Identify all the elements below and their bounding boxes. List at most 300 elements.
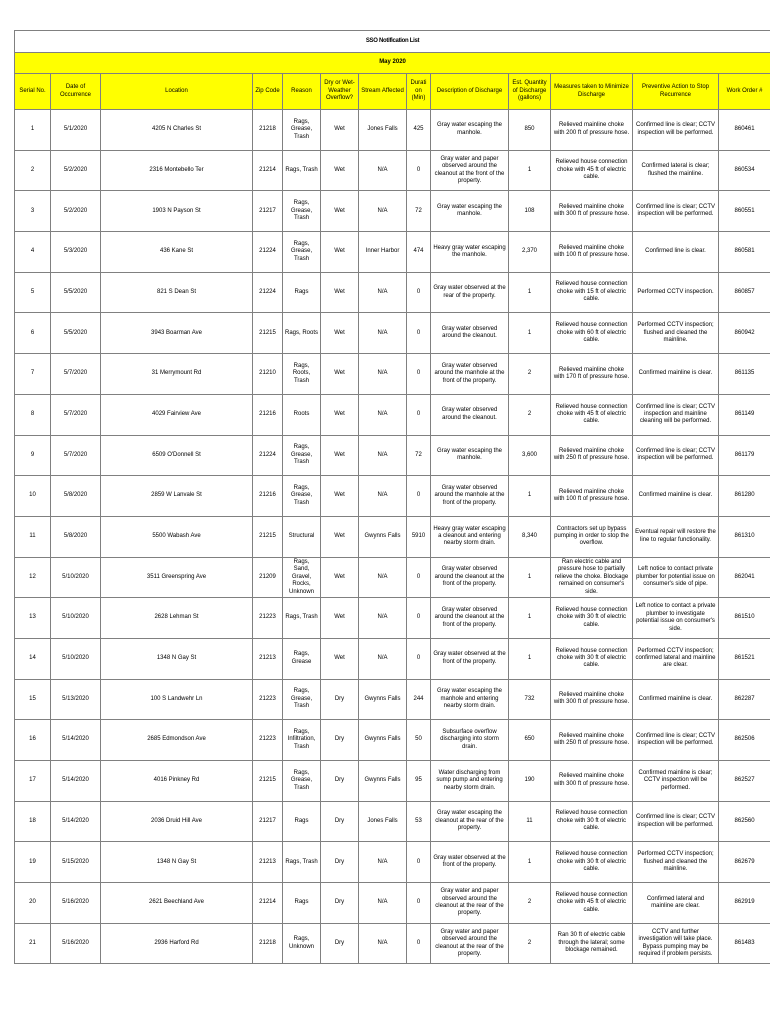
- cell-stream: N/A: [359, 435, 407, 476]
- cell-zip: 21215: [253, 516, 283, 557]
- cell-dry-wet: Wet: [321, 638, 359, 679]
- cell-duration: 244: [407, 679, 431, 720]
- table-row: [15, 842, 770, 883]
- cell-measures: Relieved mainline choke with 300 ft of pressure hose.: [551, 191, 633, 232]
- cell-quantity: 1: [509, 476, 551, 517]
- table-body: [15, 110, 770, 964]
- cell-location: 1348 N Gay St: [101, 842, 253, 883]
- cell-location: 31 Merrymount Rd: [101, 354, 253, 395]
- cell-zip: 21215: [253, 313, 283, 354]
- table-row: [15, 313, 770, 354]
- cell-stream: N/A: [359, 598, 407, 639]
- cell-preventive: Confirmed line is clear; CCTV inspection and mainline cleaning will be performed.: [633, 394, 719, 435]
- cell-stream: N/A: [359, 883, 407, 924]
- cell-work-order: 860942: [719, 313, 770, 354]
- cell-reason: Rags, Roots: [283, 313, 321, 354]
- cell-reason: Rags: [283, 883, 321, 924]
- cell-measures: Relieved mainline choke with 100 ft of pressure hose.: [551, 476, 633, 517]
- cell-date: 5/14/2020: [51, 801, 101, 842]
- cell-reason: Rags, Trash: [283, 598, 321, 639]
- cell-reason: Rags, Roots, Trash: [283, 354, 321, 395]
- cell-serial: 21: [15, 923, 51, 964]
- cell-reason: Rags: [283, 272, 321, 313]
- cell-quantity: 732: [509, 679, 551, 720]
- table-row: [15, 110, 770, 151]
- cell-duration: 0: [407, 354, 431, 395]
- cell-date: 5/8/2020: [51, 516, 101, 557]
- cell-measures: Ran electric cable and pressure hose to partially relieve the choke. Blockage remained on consumer's side.: [551, 557, 633, 598]
- cell-description: Gray water observed at the front of the property.: [431, 842, 509, 883]
- cell-measures: Relieved mainline choke with 300 ft of pressure hose.: [551, 761, 633, 802]
- table-row: [15, 801, 770, 842]
- cell-work-order: 861483: [719, 923, 770, 964]
- cell-serial: 18: [15, 801, 51, 842]
- table-row: [15, 354, 770, 395]
- header-preventive: Preventive Action to Stop Recurrence: [633, 74, 719, 110]
- cell-serial: 2: [15, 150, 51, 191]
- cell-measures: Relieved house connection choke with 15 ft of electric cable.: [551, 272, 633, 313]
- cell-zip: 21216: [253, 476, 283, 517]
- cell-serial: 20: [15, 883, 51, 924]
- cell-measures: Relieved house connection choke with 30 ft of electric cable.: [551, 842, 633, 883]
- cell-duration: 0: [407, 313, 431, 354]
- cell-stream: Gwynns Falls: [359, 720, 407, 761]
- cell-measures: Relieved mainline choke with 100 ft of pressure hose.: [551, 232, 633, 273]
- header-quantity: Est. Quantity of Discharge (gallons): [509, 74, 551, 110]
- cell-location: 1348 N Gay St: [101, 638, 253, 679]
- cell-date: 5/7/2020: [51, 394, 101, 435]
- cell-preventive: Confirmed line is clear; CCTV inspection will be performed.: [633, 720, 719, 761]
- cell-description: Gray water observed around the cleanout at the front of the property.: [431, 598, 509, 639]
- header-location: Location: [101, 74, 253, 110]
- cell-preventive: Confirmed mainline is clear.: [633, 476, 719, 517]
- cell-location: 6509 O'Donnell St: [101, 435, 253, 476]
- cell-date: 5/10/2020: [51, 598, 101, 639]
- cell-date: 5/8/2020: [51, 476, 101, 517]
- cell-description: Heavy gray water escaping the manhole.: [431, 232, 509, 273]
- cell-date: 5/10/2020: [51, 638, 101, 679]
- cell-serial: 16: [15, 720, 51, 761]
- cell-dry-wet: Wet: [321, 313, 359, 354]
- header-date: Date of Occurrence: [51, 74, 101, 110]
- cell-zip: 21224: [253, 232, 283, 273]
- cell-serial: 13: [15, 598, 51, 639]
- cell-zip: 21223: [253, 720, 283, 761]
- cell-duration: 72: [407, 435, 431, 476]
- cell-reason: Rags, Grease, Trash: [283, 435, 321, 476]
- cell-measures: Relieved house connection choke with 45 ft of electric cable.: [551, 394, 633, 435]
- cell-dry-wet: Dry: [321, 679, 359, 720]
- sso-sheet: [14, 30, 770, 964]
- cell-measures: Ran 30 ft of electric cable through the lateral; some blockage remained.: [551, 923, 633, 964]
- cell-quantity: 108: [509, 191, 551, 232]
- cell-stream: N/A: [359, 476, 407, 517]
- cell-measures: Contractors set up bypass pumping in order to stop the overflow.: [551, 516, 633, 557]
- cell-quantity: 2: [509, 394, 551, 435]
- cell-serial: 3: [15, 191, 51, 232]
- cell-dry-wet: Dry: [321, 720, 359, 761]
- cell-description: Gray water and paper observed around the cleanout at the rear of the property.: [431, 923, 509, 964]
- cell-preventive: Left notice to contact private plumber for potential issue on consumer's side of pipe.: [633, 557, 719, 598]
- cell-zip: 21215: [253, 761, 283, 802]
- cell-reason: Rags: [283, 801, 321, 842]
- cell-dry-wet: Dry: [321, 761, 359, 802]
- cell-duration: 0: [407, 598, 431, 639]
- cell-stream: N/A: [359, 557, 407, 598]
- cell-serial: 19: [15, 842, 51, 883]
- cell-work-order: 860551: [719, 191, 770, 232]
- cell-work-order: 861521: [719, 638, 770, 679]
- cell-date: 5/5/2020: [51, 313, 101, 354]
- cell-description: Gray water observed around the cleanout.: [431, 313, 509, 354]
- cell-work-order: 862679: [719, 842, 770, 883]
- cell-reason: Rags, Grease, Trash: [283, 679, 321, 720]
- table-row: [15, 720, 770, 761]
- cell-preventive: Confirmed line is clear; CCTV inspection will be performed.: [633, 110, 719, 151]
- cell-work-order: 860534: [719, 150, 770, 191]
- cell-preventive: Confirmed line is clear; CCTV inspection will be performed.: [633, 435, 719, 476]
- cell-duration: 425: [407, 110, 431, 151]
- cell-dry-wet: Dry: [321, 801, 359, 842]
- cell-date: 5/2/2020: [51, 191, 101, 232]
- cell-preventive: Performed CCTV inspection; flushed and cleaned the mainline.: [633, 842, 719, 883]
- cell-measures: Relieved house connection choke with 60 ft of electric cable.: [551, 313, 633, 354]
- cell-dry-wet: Wet: [321, 516, 359, 557]
- cell-work-order: 860857: [719, 272, 770, 313]
- cell-location: 2685 Edmondson Ave: [101, 720, 253, 761]
- cell-reason: Rags, Grease, Trash: [283, 476, 321, 517]
- cell-stream: N/A: [359, 272, 407, 313]
- cell-duration: 72: [407, 191, 431, 232]
- header-stream: Stream Affected: [359, 74, 407, 110]
- cell-quantity: 2: [509, 923, 551, 964]
- cell-stream: N/A: [359, 354, 407, 395]
- cell-dry-wet: Dry: [321, 923, 359, 964]
- cell-date: 5/7/2020: [51, 354, 101, 395]
- cell-work-order: 862287: [719, 679, 770, 720]
- cell-measures: Relieved mainline choke with 170 ft of pressure hose.: [551, 354, 633, 395]
- cell-serial: 14: [15, 638, 51, 679]
- cell-work-order: 861310: [719, 516, 770, 557]
- cell-serial: 4: [15, 232, 51, 273]
- cell-quantity: 11: [509, 801, 551, 842]
- cell-stream: N/A: [359, 923, 407, 964]
- cell-location: 3943 Boarman Ave: [101, 313, 253, 354]
- cell-work-order: 860461: [719, 110, 770, 151]
- cell-location: 436 Kane St: [101, 232, 253, 273]
- cell-preventive: Confirmed mainline is clear.: [633, 679, 719, 720]
- cell-quantity: 1: [509, 150, 551, 191]
- cell-quantity: 1: [509, 313, 551, 354]
- cell-location: 2859 W Lanvale St: [101, 476, 253, 517]
- cell-date: 5/14/2020: [51, 720, 101, 761]
- cell-description: Gray water observed at the rear of the property.: [431, 272, 509, 313]
- cell-serial: 7: [15, 354, 51, 395]
- cell-zip: 21213: [253, 638, 283, 679]
- cell-description: Gray water observed around the cleanout at the front of the property.: [431, 557, 509, 598]
- cell-stream: N/A: [359, 394, 407, 435]
- cell-location: 4205 N Charles St: [101, 110, 253, 151]
- cell-description: Gray water escaping the manhole.: [431, 110, 509, 151]
- cell-location: 2316 Montebello Ter: [101, 150, 253, 191]
- cell-measures: Relieved house connection choke with 30 ft of electric cable.: [551, 801, 633, 842]
- header-measures: Measures taken to Minimize Discharge: [551, 74, 633, 110]
- cell-date: 5/15/2020: [51, 842, 101, 883]
- cell-description: Subsurface overflow discharging into storm drain.: [431, 720, 509, 761]
- cell-quantity: 1: [509, 638, 551, 679]
- cell-duration: 0: [407, 394, 431, 435]
- cell-preventive: Confirmed mainline is clear; CCTV inspection will be performed.: [633, 761, 719, 802]
- header-dry-wet: Dry or Wet-Weather Overflow?: [321, 74, 359, 110]
- header-description: Description of Discharge: [431, 74, 509, 110]
- cell-date: 5/13/2020: [51, 679, 101, 720]
- cell-duration: 50: [407, 720, 431, 761]
- cell-stream: Gwynns Falls: [359, 516, 407, 557]
- table-row: [15, 679, 770, 720]
- month-banner: May 2020: [15, 53, 770, 74]
- cell-stream: Jones Falls: [359, 801, 407, 842]
- cell-location: 821 S Dean St: [101, 272, 253, 313]
- cell-measures: Relieved house connection choke with 30 ft of electric cable.: [551, 638, 633, 679]
- cell-date: 5/1/2020: [51, 110, 101, 151]
- table-row: [15, 150, 770, 191]
- cell-duration: 474: [407, 232, 431, 273]
- cell-description: Gray water observed around the manhole at the front of the property.: [431, 354, 509, 395]
- cell-dry-wet: Wet: [321, 394, 359, 435]
- cell-measures: Relieved mainline choke with 250 ft of pressure hose.: [551, 720, 633, 761]
- cell-duration: 0: [407, 272, 431, 313]
- cell-dry-wet: Dry: [321, 842, 359, 883]
- cell-stream: N/A: [359, 313, 407, 354]
- cell-zip: 21218: [253, 923, 283, 964]
- cell-serial: 10: [15, 476, 51, 517]
- cell-work-order: 862041: [719, 557, 770, 598]
- cell-serial: 1: [15, 110, 51, 151]
- cell-zip: 21214: [253, 150, 283, 191]
- cell-date: 5/16/2020: [51, 923, 101, 964]
- cell-zip: 21216: [253, 394, 283, 435]
- cell-measures: Relieved mainline choke with 300 ft of pressure hose.: [551, 679, 633, 720]
- cell-preventive: Performed CCTV inspection.: [633, 272, 719, 313]
- cell-zip: 21218: [253, 110, 283, 151]
- cell-stream: Gwynns Falls: [359, 679, 407, 720]
- table-row: [15, 883, 770, 924]
- cell-preventive: Confirmed line is clear; CCTV inspection will be performed.: [633, 801, 719, 842]
- cell-zip: 21217: [253, 801, 283, 842]
- cell-serial: 8: [15, 394, 51, 435]
- cell-duration: 95: [407, 761, 431, 802]
- cell-serial: 11: [15, 516, 51, 557]
- cell-quantity: 190: [509, 761, 551, 802]
- cell-description: Gray water observed at the front of the property.: [431, 638, 509, 679]
- cell-reason: Rags, Grease, Trash: [283, 761, 321, 802]
- cell-description: Gray water observed around the cleanout.: [431, 394, 509, 435]
- cell-quantity: 2: [509, 883, 551, 924]
- cell-reason: Rags, Infiltration, Trash: [283, 720, 321, 761]
- cell-duration: 0: [407, 883, 431, 924]
- table-row: [15, 638, 770, 679]
- page-title: SSO Notification List: [15, 31, 770, 53]
- cell-location: 1903 N Payson St: [101, 191, 253, 232]
- cell-preventive: Confirmed line is clear.: [633, 232, 719, 273]
- table-row: [15, 761, 770, 802]
- cell-reason: Rags, Grease: [283, 638, 321, 679]
- cell-quantity: 1: [509, 842, 551, 883]
- cell-duration: 0: [407, 476, 431, 517]
- cell-measures: Relieved house connection choke with 45 ft of electric cable.: [551, 150, 633, 191]
- cell-dry-wet: Dry: [321, 883, 359, 924]
- cell-description: Water discharging from sump pump and entering nearby storm drain.: [431, 761, 509, 802]
- cell-location: 4016 Pinkney Rd: [101, 761, 253, 802]
- cell-date: 5/10/2020: [51, 557, 101, 598]
- table-row: [15, 598, 770, 639]
- cell-date: 5/2/2020: [51, 150, 101, 191]
- cell-location: 2628 Lehman St: [101, 598, 253, 639]
- cell-quantity: 650: [509, 720, 551, 761]
- cell-work-order: 862527: [719, 761, 770, 802]
- cell-dry-wet: Wet: [321, 557, 359, 598]
- table-row: [15, 923, 770, 964]
- cell-location: 4029 Fairview Ave: [101, 394, 253, 435]
- cell-dry-wet: Wet: [321, 232, 359, 273]
- cell-stream: Inner Harbor: [359, 232, 407, 273]
- cell-description: Gray water escaping the manhole.: [431, 435, 509, 476]
- cell-date: 5/16/2020: [51, 883, 101, 924]
- cell-dry-wet: Wet: [321, 150, 359, 191]
- cell-description: Gray water and paper observed around the cleanout at the rear of the property.: [431, 883, 509, 924]
- cell-reason: Rags, Trash: [283, 150, 321, 191]
- table-row: [15, 435, 770, 476]
- cell-duration: 0: [407, 150, 431, 191]
- cell-reason: Rags, Sand, Gravel, Rocks, Unknown: [283, 557, 321, 598]
- cell-quantity: 3,600: [509, 435, 551, 476]
- cell-date: 5/14/2020: [51, 761, 101, 802]
- cell-work-order: 862560: [719, 801, 770, 842]
- cell-quantity: 1: [509, 598, 551, 639]
- cell-reason: Rags, Unknown: [283, 923, 321, 964]
- cell-location: 2036 Druid Hill Ave: [101, 801, 253, 842]
- cell-dry-wet: Wet: [321, 476, 359, 517]
- cell-duration: 0: [407, 923, 431, 964]
- cell-work-order: 861135: [719, 354, 770, 395]
- cell-description: Gray water escaping the manhole.: [431, 191, 509, 232]
- table-row: [15, 394, 770, 435]
- cell-stream: N/A: [359, 191, 407, 232]
- cell-duration: 53: [407, 801, 431, 842]
- cell-reason: Rags, Grease, Trash: [283, 232, 321, 273]
- cell-zip: 21224: [253, 272, 283, 313]
- cell-location: 5500 Wabash Ave: [101, 516, 253, 557]
- header-reason: Reason: [283, 74, 321, 110]
- cell-work-order: 861149: [719, 394, 770, 435]
- cell-work-order: 861280: [719, 476, 770, 517]
- sso-table: [14, 30, 770, 964]
- cell-description: Gray water escaping the cleanout at the rear of the property.: [431, 801, 509, 842]
- header-duration: Duration (Min): [407, 74, 431, 110]
- cell-location: 2936 Harford Rd: [101, 923, 253, 964]
- cell-quantity: 2: [509, 354, 551, 395]
- header-zip: Zip Code: [253, 74, 283, 110]
- cell-zip: 21210: [253, 354, 283, 395]
- cell-location: 100 S Landwehr Ln: [101, 679, 253, 720]
- cell-date: 5/5/2020: [51, 272, 101, 313]
- cell-dry-wet: Wet: [321, 354, 359, 395]
- cell-reason: Rags, Trash: [283, 842, 321, 883]
- cell-date: 5/7/2020: [51, 435, 101, 476]
- cell-duration: 0: [407, 638, 431, 679]
- cell-preventive: Performed CCTV inspection; flushed and cleaned the mainline.: [633, 313, 719, 354]
- cell-quantity: 850: [509, 110, 551, 151]
- cell-reason: Rags, Grease, Trash: [283, 191, 321, 232]
- cell-duration: 5910: [407, 516, 431, 557]
- cell-dry-wet: Wet: [321, 598, 359, 639]
- cell-date: 5/3/2020: [51, 232, 101, 273]
- table-row: [15, 516, 770, 557]
- cell-description: Gray water escaping the manhole and entering nearby storm drain.: [431, 679, 509, 720]
- cell-reason: Structural: [283, 516, 321, 557]
- table-row: [15, 232, 770, 273]
- cell-zip: 21217: [253, 191, 283, 232]
- cell-dry-wet: Wet: [321, 272, 359, 313]
- cell-dry-wet: Wet: [321, 435, 359, 476]
- header-serial: Serial No.: [15, 74, 51, 110]
- cell-quantity: 1: [509, 272, 551, 313]
- cell-description: Heavy gray water escaping a cleanout and entering nearby storm drain.: [431, 516, 509, 557]
- cell-zip: 21214: [253, 883, 283, 924]
- cell-description: Gray water and paper observed around the cleanout at the front of the property.: [431, 150, 509, 191]
- cell-serial: 6: [15, 313, 51, 354]
- cell-quantity: 1: [509, 557, 551, 598]
- cell-preventive: Eventual repair will restore the line to regular functionality.: [633, 516, 719, 557]
- cell-reason: Roots: [283, 394, 321, 435]
- cell-measures: Relieved mainline choke with 250 ft of pressure hose.: [551, 435, 633, 476]
- cell-preventive: Performed CCTV inspection; confirmed lateral and mainline are clear.: [633, 638, 719, 679]
- cell-serial: 15: [15, 679, 51, 720]
- cell-zip: 21223: [253, 679, 283, 720]
- cell-measures: Relieved mainline choke with 200 ft of pressure hose.: [551, 110, 633, 151]
- cell-stream: N/A: [359, 842, 407, 883]
- cell-preventive: Confirmed mainline is clear.: [633, 354, 719, 395]
- cell-preventive: CCTV and further investigation will take place. Bypass pumping may be required if problem persists.: [633, 923, 719, 964]
- cell-serial: 17: [15, 761, 51, 802]
- cell-work-order: 861179: [719, 435, 770, 476]
- cell-duration: 0: [407, 557, 431, 598]
- cell-dry-wet: Wet: [321, 110, 359, 151]
- cell-zip: 21209: [253, 557, 283, 598]
- cell-preventive: Confirmed lateral is clear; flushed the mainline.: [633, 150, 719, 191]
- cell-stream: N/A: [359, 638, 407, 679]
- cell-dry-wet: Wet: [321, 191, 359, 232]
- cell-measures: Relieved house connection choke with 30 ft of electric cable.: [551, 598, 633, 639]
- cell-serial: 12: [15, 557, 51, 598]
- cell-location: 2621 Beechland Ave: [101, 883, 253, 924]
- cell-preventive: Confirmed line is clear; CCTV inspection will be performed.: [633, 191, 719, 232]
- cell-preventive: Confirmed lateral and mainline are clear.: [633, 883, 719, 924]
- cell-zip: 21213: [253, 842, 283, 883]
- cell-quantity: 8,340: [509, 516, 551, 557]
- cell-work-order: 862919: [719, 883, 770, 924]
- cell-zip: 21224: [253, 435, 283, 476]
- cell-work-order: 861510: [719, 598, 770, 639]
- cell-stream: N/A: [359, 150, 407, 191]
- cell-stream: Gwynns Falls: [359, 761, 407, 802]
- cell-zip: 21223: [253, 598, 283, 639]
- table-row: [15, 476, 770, 517]
- table-row: [15, 272, 770, 313]
- header-work-order: Work Order #: [719, 74, 770, 110]
- cell-location: 3511 Greenspring Ave: [101, 557, 253, 598]
- cell-serial: 5: [15, 272, 51, 313]
